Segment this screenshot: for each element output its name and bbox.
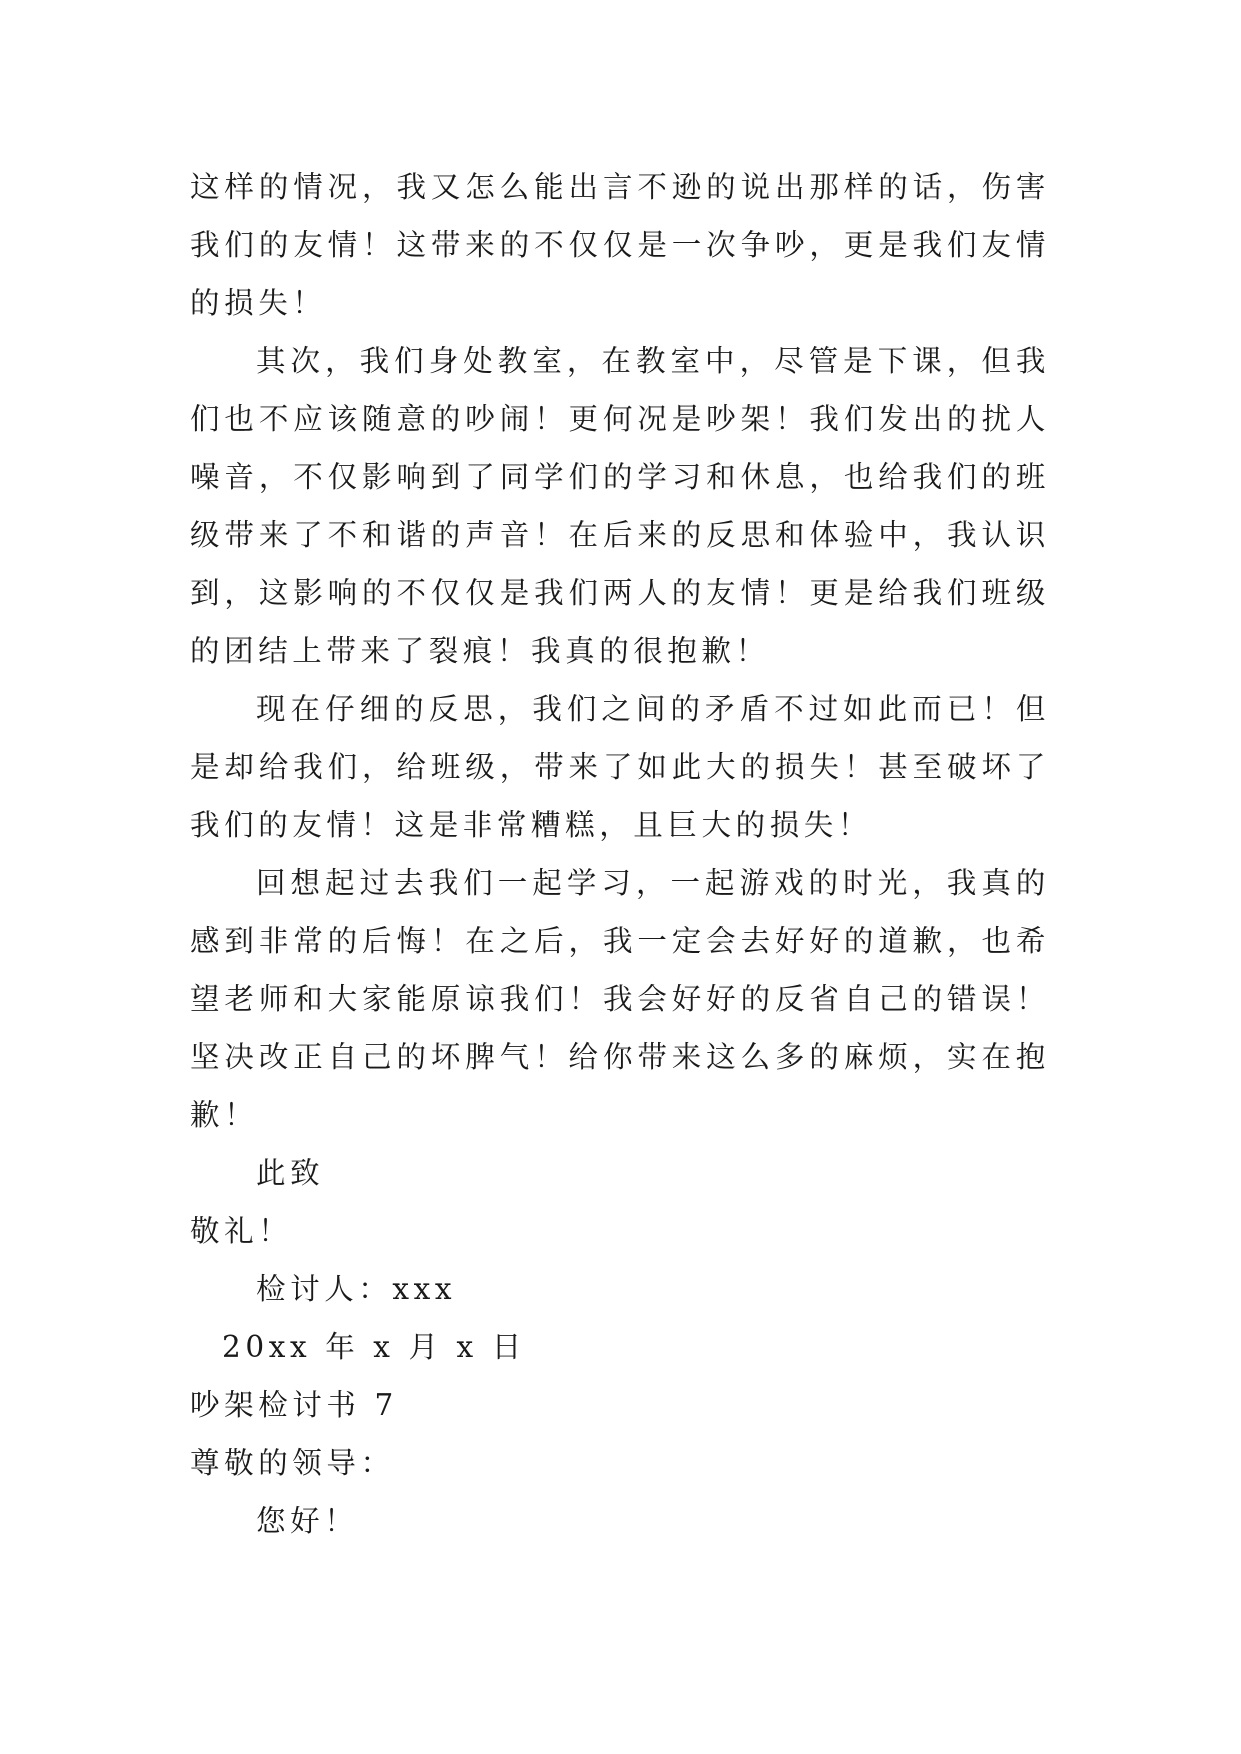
paragraph: 现在仔细的反思，我们之间的矛盾不过如此而已！但是却给我们，给班级，带来了如此大的损失！甚至破坏了我们的友情！这是非常糟糕，且巨大的损失！	[190, 692, 1050, 842]
document-body	[190, 158, 1050, 1550]
recipient-line: 尊敬的领导：	[190, 1446, 395, 1480]
greeting-line: 您好！	[256, 1504, 359, 1538]
paragraph-continuation: 这样的情况，我又怎么能出言不逊的说出那样的话，伤害我们的友情！这带来的不仅仅是一次争吵，更是我们友情的损失！	[190, 170, 1050, 320]
signer-line: 检讨人：xxx	[256, 1272, 457, 1306]
paragraph: 回想起过去我们一起学习，一起游戏的时光，我真的感到非常的后悔！在之后，我一定会去好好的道歉，也希望老师和大家能原谅我们！我会好好的反省自己的错误！坚决改正自己的坏脾气！给你带来这么多的麻烦，实在抱歉！	[190, 866, 1050, 1132]
closing-line: 此致	[256, 1156, 325, 1190]
date-line: 20xx 年 x 月 x 日	[222, 1330, 526, 1364]
paragraph: 其次，我们身处教室，在教室中，尽管是下课，但我们也不应该随意的吵闹！更何况是吵架！我们发出的扰人噪音，不仅影响到了同学们的学习和休息，也给我们的班级带来了不和谐的声音！在后来的反思和体验中，我认识到，这影响的不仅仅是我们两人的友情！更是给我们班级的团结上带来了裂痕！我真的很抱歉！	[190, 344, 1050, 668]
section-title: 吵架检讨书 7	[190, 1388, 398, 1422]
salute-line: 敬礼！	[190, 1214, 293, 1248]
